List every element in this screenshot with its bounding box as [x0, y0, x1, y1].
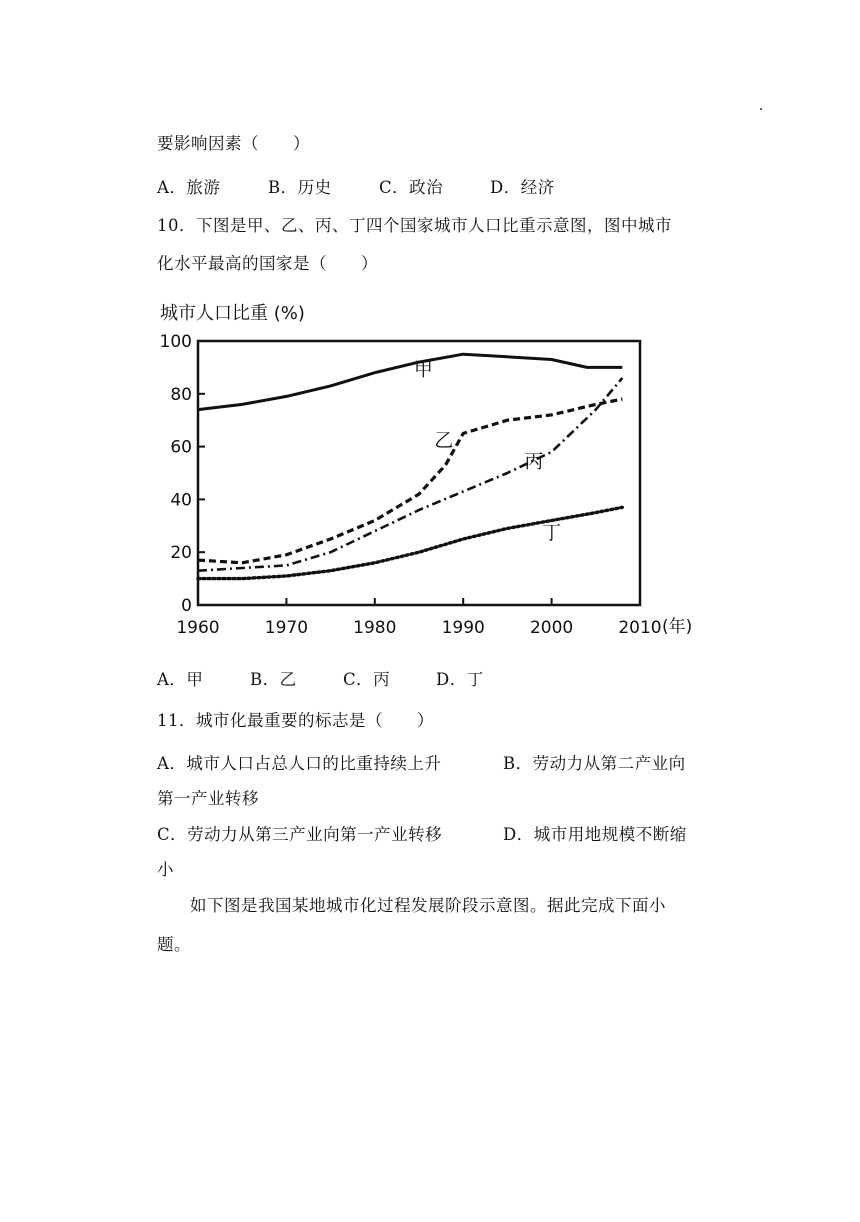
- q11-stem: 11．城市化最重要的标志是（ ）: [157, 711, 434, 730]
- q10-option-b[interactable]: B．乙: [250, 670, 297, 689]
- series-label-1: 甲: [413, 358, 433, 381]
- q9-stem-tail: 要影响因素（ ）: [157, 134, 310, 153]
- y-tick-label: 20: [170, 543, 192, 564]
- x-axis-title: (年): [662, 617, 693, 637]
- q11-option-c[interactable]: C．劳动力从第三产业向第一产业转移: [157, 825, 443, 844]
- y-tick-label: 40: [170, 490, 192, 511]
- x-tick-label: 1960: [176, 618, 220, 638]
- series-label-4: 丁: [542, 522, 562, 544]
- q11-row-ab: [157, 750, 686, 774]
- q10-option-d[interactable]: D．丁: [436, 670, 484, 689]
- series-line-1: [198, 354, 622, 409]
- y-axis-title: 城市人口比重 (%): [160, 303, 305, 324]
- q11-option-b-line2: 第一产业转移: [157, 789, 259, 808]
- plot-frame: [198, 341, 640, 605]
- y-tick-label: 60: [170, 437, 192, 458]
- x-tick-label: 1990: [441, 618, 485, 638]
- q10-stem-line2: 化水平最高的国家是（ ）: [157, 254, 378, 273]
- passage-line1: 如下图是我国某地城市化过程发展阶段示意图。据此完成下面小: [190, 896, 666, 915]
- y-tick-label: 0: [181, 596, 192, 616]
- passage-line2: 题。: [157, 935, 191, 954]
- series-label-2: 乙: [434, 429, 454, 452]
- q10-option-c[interactable]: C．丙: [343, 670, 391, 689]
- q10-options: [157, 666, 484, 690]
- q11-option-a[interactable]: A．城市人口占总人口的比重持续上升: [157, 754, 442, 773]
- q9-option-c[interactable]: C．政治: [379, 178, 444, 197]
- q11-row-cd: [157, 821, 687, 845]
- corner-mark: [760, 108, 762, 110]
- y-tick-label: 100: [159, 332, 192, 352]
- series-label-3: 丙: [524, 450, 544, 473]
- q10-option-a[interactable]: A．甲: [157, 670, 204, 689]
- q10-stem-line1: 10．下图是甲、乙、丙、丁四个国家城市人口比重示意图，图中城市: [157, 216, 672, 235]
- x-tick-label: 1980: [353, 618, 397, 638]
- q9-options: [157, 174, 555, 198]
- x-tick-label: 2000: [529, 618, 574, 638]
- q9-option-b[interactable]: B．历史: [268, 178, 332, 197]
- q11-option-b-line1[interactable]: B．劳动力从第二产业向: [503, 754, 686, 773]
- x-tick-label: 2010: [618, 618, 662, 638]
- q9-option-a[interactable]: A．旅游: [157, 178, 221, 197]
- x-tick-label: 1970: [264, 618, 309, 638]
- q9-option-d[interactable]: D．经济: [490, 178, 555, 197]
- y-tick-label: 80: [170, 384, 192, 405]
- q11-option-d-line2: 小: [157, 860, 174, 879]
- urban-population-chart: [150, 293, 710, 643]
- q11-option-d-line1[interactable]: D．城市用地规模不断缩: [503, 825, 687, 844]
